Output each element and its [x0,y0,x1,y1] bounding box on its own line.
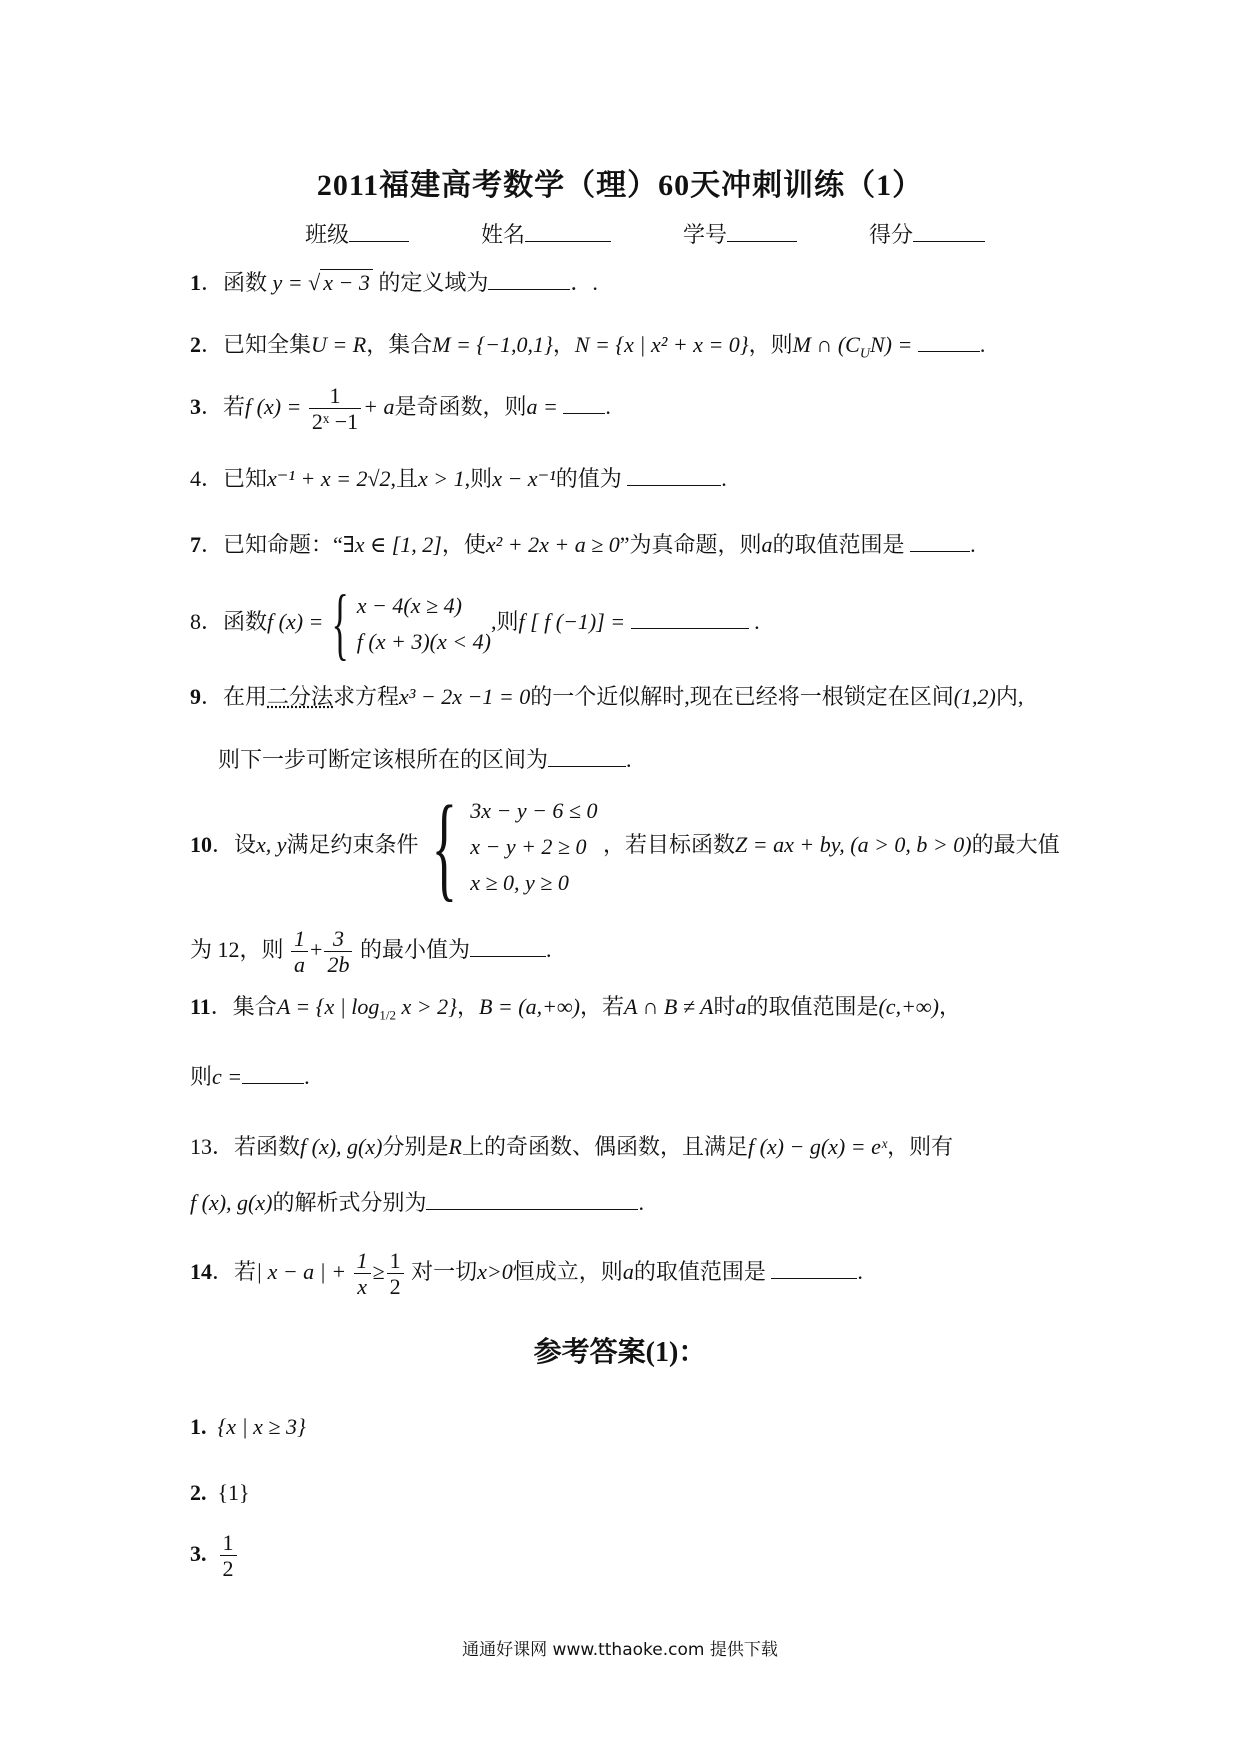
fraction: $\frac{1}{a}$ [291,926,308,978]
info-number: 学号 [683,218,797,249]
answer-blank[interactable] [910,531,970,552]
question-10: 10．设x, y满足约束条件 { 3x − y − 6 ≤ 0 x − y + 2 ≥ 0 x ≥ 0, y ≥ 0 ，若目标函数Z = ax + by, (a > 0, b > 0)的最大值 [190,781,1060,912]
question-11: 11．集合A = {x | $\log_{1/2} x > 2$}，B = (a,+∞)，若A ∩ B ≠ A时a的取值范围是(c,+∞)， [190,994,961,1023]
question-9-line-2: 则下一步可断定该根所在的区间为 . [218,747,632,772]
answer-blank[interactable] [426,1189,638,1210]
question-7: 7．已知命题：“∃x ∈ [1, 2]，使x² + 2x + a ≥ 0”为真命题，则a的取值范围是 . [190,532,976,557]
info-class: 班级 [305,218,409,249]
fraction: $\frac{1}{x}$ [354,1248,371,1300]
constraint-cases: 3x − y − 6 ≤ 0 x − y + 2 ≥ 0 x ≥ 0, y ≥ 0 [470,798,598,895]
question-8: 8．函数f (x) = { x − 4(x ≥ 4) f (x + 3)(x < 4) ,则f [ f (−1)] = . [190,580,760,668]
answer-3: 3. $\frac{1}{2}$ [190,1530,239,1582]
info-score-blank[interactable] [913,223,985,242]
page-footer: 通通好课网 www.tthaoke.com 提供下载 [462,1640,778,1660]
answer-blank[interactable] [918,331,980,352]
info-score: 得分 [869,218,985,249]
answer-blank[interactable] [242,1063,304,1084]
page-title: 2011福建高考数学（理）60天冲刺训练（1） [316,169,924,202]
question-11-line-2: 则c = . [190,1064,310,1089]
fraction: $\frac{1}{\text{2ˣ −1}}$ [309,383,361,435]
answer-blank[interactable] [631,608,749,629]
answer-1: 1. {x | x ≥ 3} [190,1414,306,1439]
info-number-blank[interactable] [727,223,797,242]
left-brace: { [431,781,458,912]
answer-blank[interactable] [563,393,605,414]
answer-blank[interactable] [488,269,570,290]
answer-blank[interactable] [627,465,721,486]
question-10-line-2: 为 12，则 $\frac{1}{a}$ + $\frac{3}{2b}$ 的最小值为 . [190,926,552,978]
question-3: 3．若f (x) = $\frac{1}{\text{2ˣ −1}}$ + a是奇函数，则a = . [190,383,611,435]
answer-2: 2. {1} [190,1480,250,1505]
question-13-line-2: f (x), g(x)的解析式分别为 . [190,1190,644,1215]
fraction: $\frac{1}{2}$ [387,1248,404,1300]
info-class-blank[interactable] [349,223,409,242]
piecewise-cases: x − 4(x ≥ 4) f (x + 3)(x < 4) [356,593,491,654]
answers-title: 参考答案(1)： [533,1337,707,1368]
info-name: 姓名 [481,218,611,249]
student-info-row [305,218,985,249]
info-name-blank[interactable] [525,223,611,242]
question-14: 14．若| x − a | + $\frac{1}{x}$ ≥ $\frac{1}{2}$ 对一切x>0恒成立，则a的取值范围是 . [190,1248,863,1300]
answer-blank[interactable] [470,936,546,957]
question-13: 13．若函数f (x), g(x)分别是R上的奇函数、偶函数，且满足f (x) − g(x) = eˣ，则有 [190,1134,954,1159]
question-4: 4．已知x⁻¹ + x = 2√2,且x > 1,则x − x⁻¹的值为 . [190,466,727,491]
fraction: $\frac{1}{2}$ [220,1530,237,1582]
answer-blank[interactable] [548,746,626,767]
fraction: $\frac{3}{2b}$ [324,926,352,978]
question-2: 2．已知全集U = R，集合M = {−1,0,1}，N = {x | x² + x = 0}，则M ∩ $(C_UN)$ = . [190,332,986,362]
question-1: 1．函数 y = √ x − 3 的定义域为 ．. [190,270,598,295]
answer-blank[interactable] [771,1258,857,1279]
question-9: 9．在用二分法求方程x³ − 2x −1 = 0的一个近似解时,现在已经将一根锁定在区间(1,2)内, [190,684,1024,709]
left-brace: { [331,580,349,668]
